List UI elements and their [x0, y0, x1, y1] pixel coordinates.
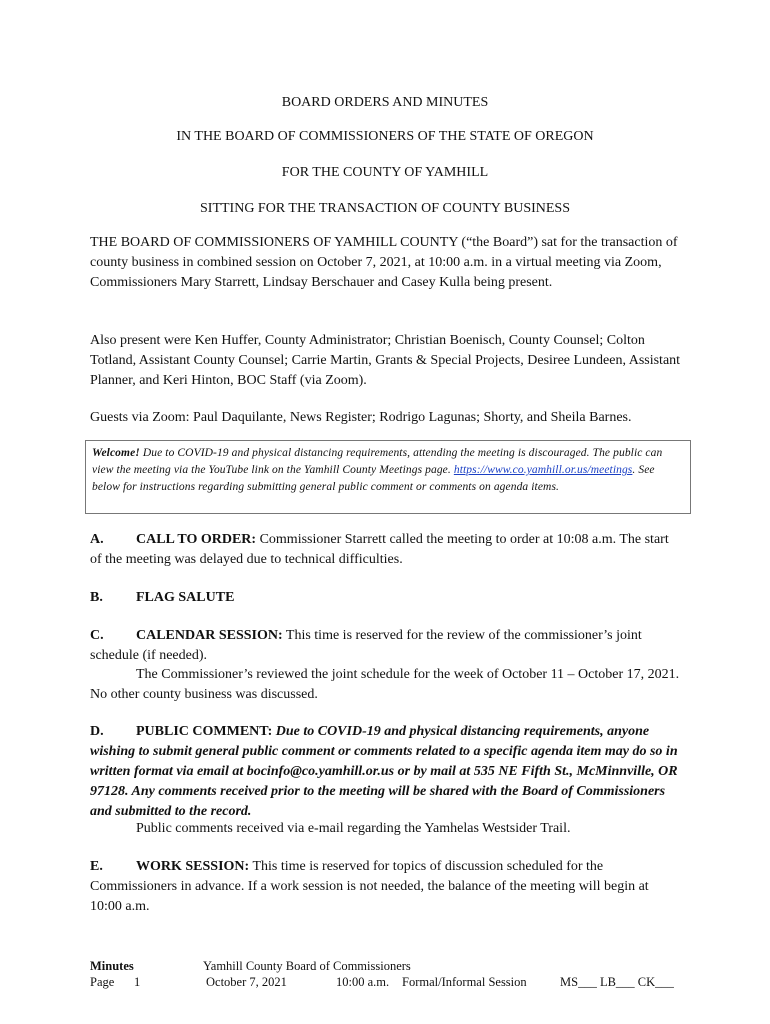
footer-page-label: Page — [90, 975, 115, 989]
notice-text-1: Due to COVID-19 and physical distancing requirements, attending the meeting is discouraged. The public can view the meeting via the YouTube link on the Yamhill County Meetings page. — [92, 447, 663, 476]
section-c-title: CALENDAR SESSION: — [136, 628, 283, 643]
section-d-instructions: Due to COVID-19 and physical distancing requirements, anyone wishing to submit general public comment or comments related to a specific agenda item may do so in written format via email at bocinfo@co.yamhill.or.us or by mail at 535 NE Fifth St., McMinnville, OR 97128. Any comments received prior to the meeting will be shared with the Board of Commissioners and submitted to the record. — [90, 724, 678, 819]
section-c — [90, 626, 682, 666]
notice-text-2: . See below for instructions regarding submitting general public comment or comments on agenda items. — [92, 464, 655, 493]
welcome-label: Welcome! — [92, 447, 140, 459]
section-a — [90, 530, 682, 570]
section-e-letter: E. — [90, 859, 103, 874]
section-d-body: Public comments received via e-mail regarding the Yamhelas Westsider Trail. — [136, 821, 571, 836]
section-b-letter: B. — [90, 590, 103, 605]
header-line-1: BOARD ORDERS AND MINUTES — [281, 95, 489, 110]
footer-minutes-label: Minutes — [90, 959, 134, 973]
also-present-paragraph: Also present were Ken Huffer, County Administrator; Christian Boenisch, County Counsel; Colton Totland, Assistant County Counsel; Carrie Martin, Grants & Special Projects, Desiree Lundeen, Assistant Planner, and Keri Hinton, BOC Staff (via Zoom). — [90, 333, 681, 388]
header-line-2: IN THE BOARD OF COMMISSIONERS OF THE STATE OF OREGON — [176, 129, 594, 144]
section-b-title: FLAG SALUTE — [136, 590, 235, 605]
section-a-title: CALL TO ORDER: — [136, 532, 257, 547]
section-a-text: Commissioner Starrett called the meeting to order at 10:08 a.m. The start of the meeting was delayed due to technical difficulties. — [90, 532, 669, 567]
guests-paragraph: Guests via Zoom: Paul Daquilante, News Register; Rodrigo Lagunas; Shorty, and Sheila Barnes. — [90, 410, 632, 425]
footer-session: Formal/Informal Session — [402, 975, 527, 989]
intro-paragraph: THE BOARD OF COMMISSIONERS OF YAMHILL COUNTY (“the Board”) sat for the transaction of county business in combined session on October 7, 2021, at 10:00 a.m. in a virtual meeting via Zoom, Commissioners Mary Starrett, Lindsay Berschauer and Casey Kulla being present. — [90, 235, 678, 290]
section-a-letter: A. — [90, 532, 104, 547]
footer-org: Yamhill County Board of Commissioners — [203, 959, 411, 973]
footer-page-number: 1 — [134, 975, 141, 989]
welcome-notice-box — [85, 440, 691, 514]
section-e-title: WORK SESSION: — [136, 859, 250, 874]
footer-time: 10:00 a.m. — [336, 975, 390, 989]
header-line-3: FOR THE COUNTY OF YAMHILL — [281, 165, 489, 180]
meetings-link[interactable]: https://www.co.yamhill.or.us/meetings — [453, 464, 633, 476]
footer-date: October 7, 2021 — [206, 975, 287, 989]
section-d — [90, 722, 682, 822]
section-e-text: This time is reserved for topics of discussion scheduled for the Commissioners in advance. If a work session is not needed, the balance of the meeting will begin at 10:00 a.m. — [90, 859, 649, 914]
section-d-title: PUBLIC COMMENT: — [136, 724, 273, 739]
header-line-4: SITTING FOR THE TRANSACTION OF COUNTY BUSINESS — [200, 201, 570, 216]
footer-initials: MS___ LB___ CK___ — [560, 975, 674, 989]
section-c-text: This time is reserved for the review of the commissioner’s joint schedule (if needed). — [90, 628, 642, 663]
section-d-letter: D. — [90, 724, 104, 739]
section-b — [90, 588, 682, 608]
section-e — [90, 857, 682, 917]
section-c-body: The Commissioner’s reviewed the joint schedule for the week of October 11 – October 17, 2021. No other county business was discussed. — [90, 667, 680, 702]
section-c-letter: C. — [90, 628, 104, 643]
